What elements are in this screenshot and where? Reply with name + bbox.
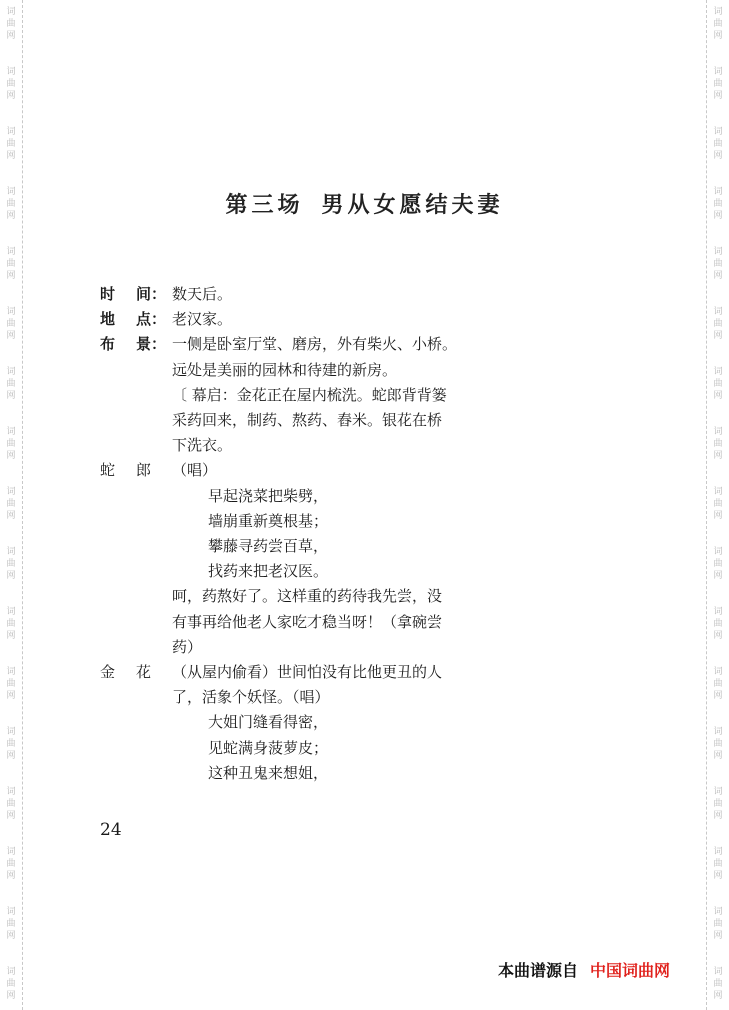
watermark-block: 词 曲 网 bbox=[713, 667, 723, 701]
watermark-block: 词 曲 网 bbox=[713, 127, 723, 161]
watermark-block: 词 曲 网 bbox=[6, 967, 16, 1001]
watermark-block: 词 曲 网 bbox=[713, 727, 723, 761]
watermark-block: 词 曲 网 bbox=[6, 727, 16, 761]
verse-line: 找药来把老汉医。 bbox=[208, 562, 329, 581]
meta-value: 一侧是卧室厅堂、磨房，外有柴火、小桥。 bbox=[172, 335, 458, 354]
script-body bbox=[100, 282, 500, 786]
page-number: 24 bbox=[100, 820, 122, 840]
speaker-name: 蛇 bbox=[100, 461, 116, 480]
meta-label: 间： bbox=[136, 285, 167, 303]
watermark-block: 词 曲 网 bbox=[6, 67, 16, 101]
watermark-block: 词 曲 网 bbox=[6, 247, 16, 281]
footer-credit bbox=[498, 958, 670, 981]
watermark-block: 词 曲 网 bbox=[713, 967, 723, 1001]
meta-scene bbox=[100, 332, 500, 357]
source-label: 本曲谱源自 bbox=[498, 961, 579, 980]
speaker-name: 花 bbox=[136, 663, 152, 682]
watermark-block: 词 曲 网 bbox=[713, 367, 723, 401]
watermark-block: 词 曲 网 bbox=[6, 787, 16, 821]
verse-line: 攀藤寻药尝百草， bbox=[208, 537, 329, 556]
meta-time bbox=[100, 282, 500, 307]
meta-label: 布 bbox=[100, 335, 116, 354]
meta-label: 景： bbox=[136, 335, 167, 354]
watermark-block: 词 曲 网 bbox=[6, 127, 16, 161]
scene-number: 第三场 bbox=[225, 192, 304, 218]
speech-line: 药） bbox=[172, 637, 203, 656]
watermark-block: 词 曲 网 bbox=[713, 247, 723, 281]
watermark-block: 词 曲 网 bbox=[6, 367, 16, 401]
watermark-block: 词 曲 网 bbox=[713, 787, 723, 821]
verse-line: 见蛇满身菠萝皮； bbox=[208, 738, 329, 757]
meta-label: 时 bbox=[100, 285, 116, 303]
sheilang-cue-row bbox=[100, 458, 500, 483]
meta-value: 老汉家。 bbox=[172, 310, 233, 329]
meta-label: 点： bbox=[136, 310, 167, 329]
watermark-block: 词 曲 网 bbox=[713, 487, 723, 521]
verse-line: 大姐门缝看得密， bbox=[208, 713, 329, 732]
watermark-block: 词 曲 网 bbox=[713, 187, 723, 221]
sing-cue: （唱） bbox=[172, 461, 218, 480]
scene-name: 男从女愿结夫妻 bbox=[321, 192, 504, 218]
watermark-block: 词 曲 网 bbox=[713, 907, 723, 941]
verse-line: 早起浇菜把柴劈， bbox=[208, 486, 329, 505]
right-watermark-strip bbox=[706, 0, 729, 1010]
jinhua-line-row bbox=[100, 660, 500, 685]
scene-continuation: 远处是美丽的园林和待建的新房。 bbox=[172, 360, 398, 379]
watermark-block: 词 曲 网 bbox=[6, 667, 16, 701]
watermark-block: 词 曲 网 bbox=[713, 427, 723, 461]
meta-place bbox=[100, 307, 500, 332]
stage-direction-line: 采药回来，制药、熬药、舂米。银花在桥 bbox=[172, 411, 443, 430]
watermark-block: 词 曲 网 bbox=[6, 307, 16, 341]
watermark-block: 词 曲 网 bbox=[713, 7, 723, 41]
watermark-block: 词 曲 网 bbox=[6, 187, 16, 221]
speech-line: 了，活象个妖怪。（唱） bbox=[172, 688, 330, 707]
speaker-name: 郎 bbox=[136, 461, 152, 480]
left-watermark-strip bbox=[0, 0, 23, 1010]
meta-value: 数天后。 bbox=[172, 285, 233, 303]
scene-title bbox=[0, 188, 729, 219]
verse-line: 这种丑鬼来想姐， bbox=[208, 763, 329, 782]
watermark-block: 词 曲 网 bbox=[6, 427, 16, 461]
watermark-block: 词 曲 网 bbox=[6, 907, 16, 941]
speech-line: （从屋内偷看）世间怕没有比他更丑的人 bbox=[172, 663, 443, 682]
speech-line: 呵，药熬好了。这样重的药待我先尝，没 bbox=[172, 587, 443, 606]
watermark-block: 词 曲 网 bbox=[713, 607, 723, 641]
brand-name: 中国词曲网 bbox=[590, 961, 671, 980]
meta-label: 地 bbox=[100, 310, 116, 329]
watermark-block: 词 曲 网 bbox=[713, 307, 723, 341]
watermark-block: 词 曲 网 bbox=[713, 847, 723, 881]
watermark-block: 词 曲 网 bbox=[6, 7, 16, 41]
watermark-block: 词 曲 网 bbox=[6, 607, 16, 641]
watermark-block: 词 曲 网 bbox=[6, 547, 16, 581]
stage-direction-line: 〔 幕启：金花正在屋内梳洗。蛇郎背背篓 bbox=[172, 385, 447, 404]
stage-direction-line: 下洗衣。 bbox=[172, 436, 233, 455]
watermark-block: 词 曲 网 bbox=[713, 547, 723, 581]
watermark-block: 词 曲 网 bbox=[6, 487, 16, 521]
speaker-name: 金 bbox=[100, 663, 116, 682]
watermark-block: 词 曲 网 bbox=[713, 67, 723, 101]
speech-line: 有事再给他老人家吃才稳当呀！（拿碗尝 bbox=[172, 612, 443, 631]
watermark-block: 词 曲 网 bbox=[6, 847, 16, 881]
verse-line: 墙崩重新奠根基； bbox=[208, 511, 329, 530]
